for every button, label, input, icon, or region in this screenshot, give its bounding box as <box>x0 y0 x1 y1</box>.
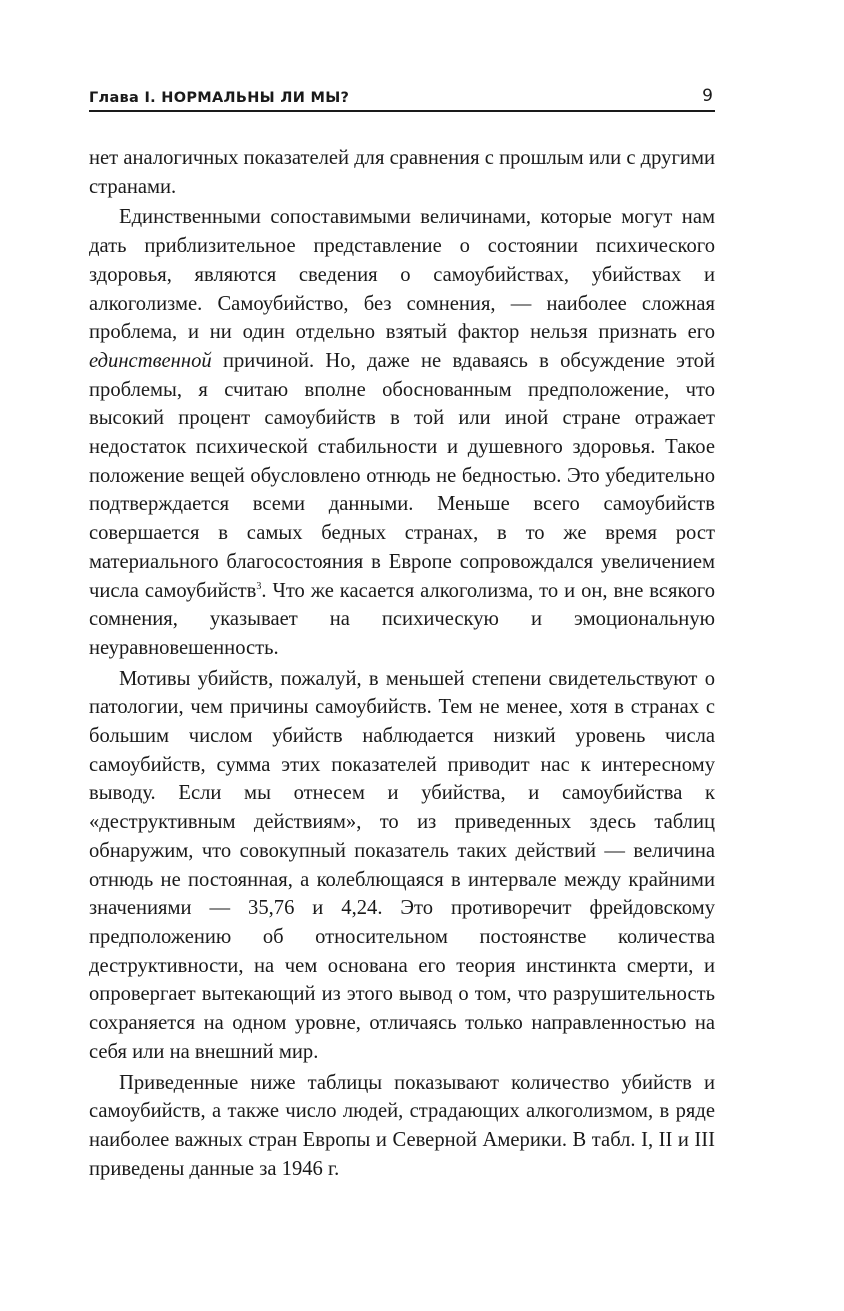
paragraph-4: Приведенные ниже таблицы показывают количество убийств и самоубийств, а также число людей, страдающих алкоголизмом, в ряде наиболее важных стран Европы и Северной Америки. В табл. I, II и III приведены данные за 1946 г. <box>89 1071 715 1180</box>
paragraph-2-text-c: . Что же касается алкоголизма, то и он, вне всякого сомнения, указывает на психическую и эмоциональную неуравновешенность. <box>89 579 715 659</box>
footnote-marker: 3 <box>256 580 262 592</box>
paragraph-3: Мотивы убийств, пожалуй, в меньшей степени свидетельствуют о патологии, чем причины самоубийств. Тем не менее, хотя в странах с большим числом убийств наблюдается низкий уровень числа самоубийств, сумма этих показателей приводит нас к интересному выводу. Если мы отнесем и убийства, и самоубийства к «деструктивным действиям», то из приведенных здесь таблиц обнаружим, что совокупный показатель таких действий — величина отнюдь не постоянная, а колеблющаяся в интервале между крайними значениями — 35,76 и 4,24. Это противоречит фрейдовскому предположению об относительном постоянстве количества деструктивности, на чем основана его теория инстинкта смерти, и опровергает вытекающий из этого вывод о том, что разрушительность сохраняется на одном уровне, отличаясь только направленностью на себя или на внешний мир. <box>89 667 715 1063</box>
chapter-title: Глава I. НОРМАЛЬНЫ ЛИ МЫ? <box>89 90 350 106</box>
paragraph-1: нет аналогичных показателей для сравнения с прошлым или с другими странами. <box>89 147 715 198</box>
running-header <box>89 86 715 112</box>
paragraph-2 <box>89 203 715 662</box>
page-number: 9 <box>702 86 713 106</box>
italic-emphasis: единственной <box>89 349 212 372</box>
body-text <box>89 144 715 1183</box>
paragraph-2-text-a: Единственными сопоставимыми величинами, которые могут нам дать приблизительное представление о состоянии психического здоровья, являются сведения о самоубийствах, убийствах и алкоголизме. Самоубийство, без сомнения, — наиболее сложная проблема, и ни один отдельно взятый фактор нельзя признать его <box>89 206 715 344</box>
book-page <box>89 0 715 1311</box>
paragraph-2-text-b: причиной. Но, даже не вдаваясь в обсуждение этой проблемы, я считаю вполне обоснованным предположение, что высокий процент самоубийств в той или иной стране отражает недостаток психической стабильности и душевного здоровья. Такое положение вещей обусловлено отнюдь не бедностью. Это убедительно подтверждается всеми данными. Меньше всего самоубийств совершается в самых бедных странах, в то же время рост материального благосостояния в Европе сопровождался увеличением числа самоубийств <box>89 349 715 602</box>
